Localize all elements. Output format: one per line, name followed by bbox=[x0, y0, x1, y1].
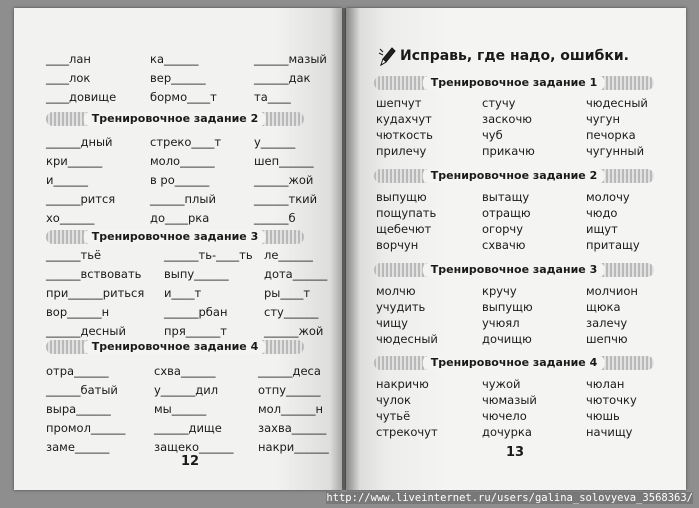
word-item: дочурка bbox=[482, 425, 532, 439]
word-item: притащу bbox=[586, 238, 640, 252]
word-row bbox=[14, 420, 330, 436]
word-item: кудахчут bbox=[376, 112, 432, 126]
word-row bbox=[346, 205, 686, 221]
task3-banner-right bbox=[374, 263, 654, 277]
word-item: ______батый bbox=[46, 383, 118, 397]
word-item: ______плый bbox=[150, 192, 216, 206]
word-item: чюдесный bbox=[376, 332, 438, 346]
word-item: вер______ bbox=[150, 71, 206, 85]
word-item: шеп______ bbox=[254, 154, 314, 168]
word-item: при______риться bbox=[46, 286, 145, 300]
word-row bbox=[14, 191, 330, 207]
word-row bbox=[346, 111, 686, 127]
word-item: молчион bbox=[586, 284, 638, 298]
word-item: чуб bbox=[482, 128, 503, 142]
word-item: чючело bbox=[482, 409, 527, 423]
word-row bbox=[14, 247, 330, 263]
word-item: прилечу bbox=[376, 144, 427, 158]
word-row bbox=[14, 70, 330, 86]
word-row bbox=[346, 331, 686, 347]
word-item: накри______ bbox=[258, 440, 329, 454]
word-item: ворчун bbox=[376, 238, 419, 252]
word-item: накричю bbox=[376, 377, 429, 391]
task2-banner bbox=[46, 112, 304, 126]
word-item: печорка bbox=[586, 128, 636, 142]
word-item: стрекочут bbox=[376, 425, 438, 439]
word-item: ______деса bbox=[258, 364, 321, 378]
word-item: отра______ bbox=[46, 364, 109, 378]
word-row bbox=[14, 153, 330, 169]
task-title: Тренировочное задание 2 bbox=[84, 112, 266, 126]
word-item: мы______ bbox=[154, 402, 207, 416]
word-item: чугунный bbox=[586, 144, 645, 158]
word-item: щебечют bbox=[376, 222, 432, 236]
word-item: ______ткий bbox=[254, 192, 318, 206]
task4-banner bbox=[46, 340, 304, 354]
word-item: захва______ bbox=[258, 421, 327, 435]
word-item: хо______ bbox=[46, 211, 95, 225]
word-row bbox=[346, 392, 686, 408]
task-title: Тренировочное задание 3 bbox=[423, 263, 605, 277]
word-item: бормо____т bbox=[150, 90, 217, 104]
word-item: чугун bbox=[586, 112, 620, 126]
word-row bbox=[346, 283, 686, 299]
word-item: ______жой bbox=[264, 324, 324, 338]
word-item: чищу bbox=[376, 316, 408, 330]
word-item: у______дил bbox=[154, 383, 219, 397]
word-item: ______мазый bbox=[254, 52, 327, 66]
word-item: ____довище bbox=[46, 90, 117, 104]
task-title: Тренировочное задание 4 bbox=[423, 356, 605, 370]
word-item: чулок bbox=[376, 393, 411, 407]
word-item: чюшь bbox=[586, 409, 620, 423]
page-number-left: 12 bbox=[181, 454, 200, 469]
word-item: чужой bbox=[482, 377, 521, 391]
word-item: молочу bbox=[586, 190, 630, 204]
word-item: чюмазый bbox=[482, 393, 537, 407]
word-row bbox=[346, 143, 686, 159]
task-title: Тренировочное задание 2 bbox=[423, 169, 605, 183]
word-item: пря______т bbox=[164, 324, 227, 338]
exercise-heading: Исправь, где надо, ошибки. bbox=[400, 48, 629, 64]
word-item: сту______ bbox=[264, 305, 319, 319]
word-item: моло______ bbox=[150, 154, 215, 168]
word-row bbox=[346, 237, 686, 253]
word-row bbox=[14, 363, 330, 379]
word-row bbox=[14, 439, 330, 455]
word-item: выпу______ bbox=[164, 267, 229, 281]
word-item: чюлан bbox=[586, 377, 625, 391]
word-item: в ро______ bbox=[150, 173, 210, 187]
word-row bbox=[14, 172, 330, 188]
task1-banner bbox=[374, 76, 654, 90]
word-item: ______тьё bbox=[46, 248, 102, 262]
word-row bbox=[346, 127, 686, 143]
task-title: Тренировочное задание 4 bbox=[84, 340, 266, 354]
word-item: шепчут bbox=[376, 96, 422, 110]
word-item: щюка bbox=[586, 300, 621, 314]
word-item: ка______ bbox=[150, 52, 199, 66]
word-item: до____рка bbox=[150, 211, 210, 225]
word-row bbox=[346, 221, 686, 237]
word-item: выра______ bbox=[46, 402, 111, 416]
word-row bbox=[14, 210, 330, 226]
word-item: та____ bbox=[254, 90, 291, 104]
word-item: начищу bbox=[586, 425, 633, 439]
word-item: отпу______ bbox=[258, 383, 321, 397]
word-row bbox=[14, 51, 330, 67]
word-item: чюткость bbox=[376, 128, 433, 142]
word-row bbox=[346, 424, 686, 440]
word-item: пощупать bbox=[376, 206, 437, 220]
word-item: защеко______ bbox=[154, 440, 234, 454]
task3-banner bbox=[46, 230, 304, 244]
word-item: у______ bbox=[254, 135, 296, 149]
word-item: прикачю bbox=[482, 144, 535, 158]
word-item: схва______ bbox=[154, 364, 216, 378]
task2-banner-right bbox=[374, 169, 654, 183]
word-row bbox=[346, 299, 686, 315]
word-item: ______ть-____ть bbox=[164, 248, 253, 262]
word-item: вытащу bbox=[482, 190, 530, 204]
word-item: кри______ bbox=[46, 154, 103, 168]
word-item: ______десный bbox=[46, 324, 126, 338]
task4-banner-right bbox=[374, 356, 654, 370]
word-item: шепчю bbox=[586, 332, 628, 346]
word-item: и____т bbox=[164, 286, 202, 300]
word-item: ______рится bbox=[46, 192, 116, 206]
word-row bbox=[346, 95, 686, 111]
pencil-icon bbox=[378, 45, 396, 67]
word-item: ры____т bbox=[264, 286, 311, 300]
word-item: чутьё bbox=[376, 409, 411, 423]
word-row bbox=[14, 304, 330, 320]
word-row bbox=[14, 323, 330, 339]
word-row bbox=[346, 315, 686, 331]
word-item: ____лан bbox=[46, 52, 91, 66]
word-row bbox=[14, 382, 330, 398]
word-item: стреко____т bbox=[150, 135, 222, 149]
word-item: заскочю bbox=[482, 112, 532, 126]
word-row bbox=[14, 89, 330, 105]
word-item: ______дак bbox=[254, 71, 311, 85]
word-row bbox=[346, 376, 686, 392]
word-row bbox=[346, 189, 686, 205]
word-item: чюдесный bbox=[586, 96, 648, 110]
word-item: ______б bbox=[254, 211, 296, 225]
word-item: чюдо bbox=[586, 206, 618, 220]
word-item: мол______н bbox=[258, 402, 324, 416]
word-item: заме______ bbox=[46, 440, 110, 454]
word-item: дота______ bbox=[264, 267, 328, 281]
word-item: ____лок bbox=[46, 71, 91, 85]
right-page-content bbox=[346, 8, 686, 490]
task-title: Тренировочное задание 3 bbox=[84, 230, 266, 244]
word-item: ле______ bbox=[264, 248, 313, 262]
word-item: ______дище bbox=[154, 421, 222, 435]
word-item: промол______ bbox=[46, 421, 126, 435]
left-page-content bbox=[14, 8, 330, 490]
word-item: ______жой bbox=[254, 173, 314, 187]
word-item: вор______н bbox=[46, 305, 110, 319]
page-number-right: 13 bbox=[506, 445, 525, 460]
word-item: залечу bbox=[586, 316, 628, 330]
watermark-url: http://www.liveinternet.ru/users/galina_solovyeva_3568363/ bbox=[326, 492, 693, 504]
word-item: ищут bbox=[586, 222, 618, 236]
word-item: выпущю bbox=[376, 190, 427, 204]
word-item: ______дный bbox=[46, 135, 113, 149]
word-row bbox=[14, 134, 330, 150]
word-item: отращю bbox=[482, 206, 531, 220]
word-row bbox=[346, 408, 686, 424]
word-item: ______рбан bbox=[164, 305, 228, 319]
word-row bbox=[14, 266, 330, 282]
word-item: молчю bbox=[376, 284, 416, 298]
word-item: учудить bbox=[376, 300, 426, 314]
word-item: дочищю bbox=[482, 332, 532, 346]
word-item: стучу bbox=[482, 96, 516, 110]
word-item: огорчу bbox=[482, 222, 524, 236]
word-item: схвачю bbox=[482, 238, 526, 252]
word-item: кручу bbox=[482, 284, 517, 298]
task-title: Тренировочное задание 1 bbox=[423, 76, 605, 90]
word-item: и______ bbox=[46, 173, 88, 187]
word-row bbox=[14, 401, 330, 417]
word-item: учюял bbox=[482, 316, 520, 330]
word-row bbox=[14, 285, 330, 301]
word-item: чюточку bbox=[586, 393, 637, 407]
word-item: ______вствовать bbox=[46, 267, 142, 281]
word-item: выпущю bbox=[482, 300, 533, 314]
